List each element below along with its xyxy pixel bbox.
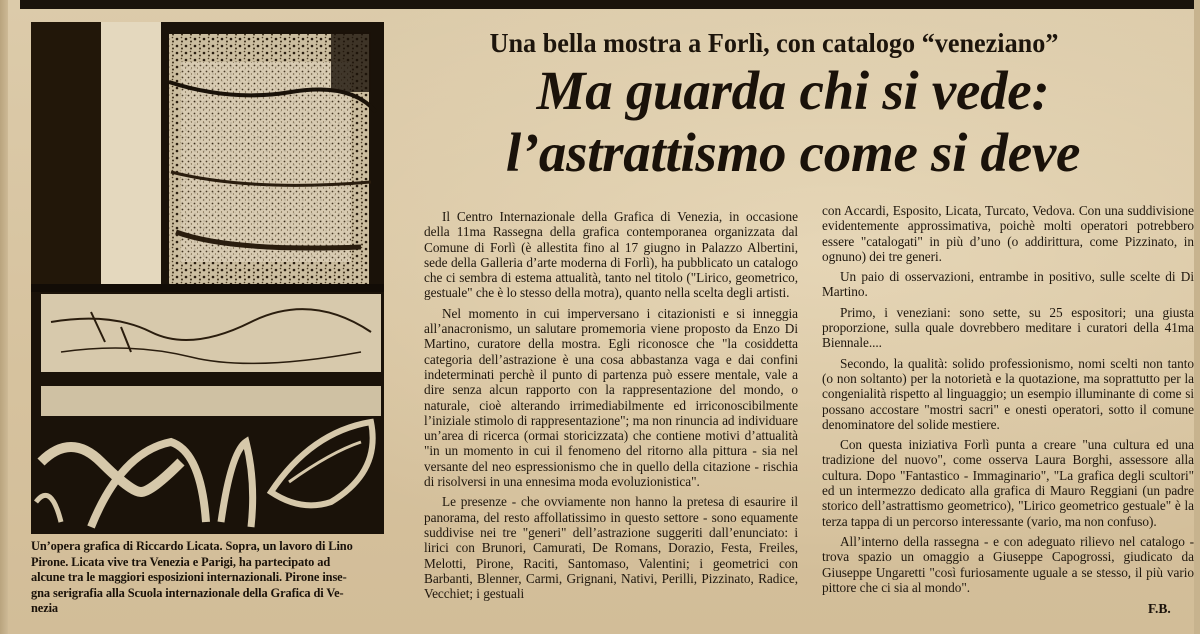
article-kicker: Una bella mostra a Forlì, con catalogo “veneziano” (489, 28, 1059, 58)
top-rule (20, 0, 1196, 9)
artwork-illustration (31, 22, 384, 534)
paragraph: All’interno della rassegna - e con adeguato rilievo nel catalogo - trova spazio un omaggio a Giuseppe Capogrossi, giudicato da Giuseppe Ungaretti "così furiosamente uguale a se stesso, il più vario pittore che ci sia al mondo". (822, 533, 1194, 595)
paragraph: Nel momento in cui imperversano i citazionisti e si inneggia all’anacronismo, un salutare promemoria viene proposto da Enzo Di Martino, curatore della mostra. Egli riconosce che "la cosiddetta categoria dell’astrazione è una cosa abbastanza vaga e dai confini indeterminati perchè il punto di partenza può essere mentale, vale a dire senza alcun rapporto con la rappresentazione del mondo, o naturale, cioè alterando irrimediabilmente ed irriconoscibilmente l’iniziale stimolo di rappresentazione"; ma non rinuncia ad individuare un’area di ricerca (ormai storicizzata) che contiene motivi d’attualità "in un momento in cui il fenomeno del ritorno alla pittura - sia nel versante del neo espressionismo che in quello della citazione - rischia di risolversi in una ennesima moda evoluzionistica". (424, 305, 798, 490)
article-column-1 (424, 209, 798, 601)
headline-line-2: l’astrattismo come si deve (505, 122, 1081, 183)
left-page-edge (0, 0, 8, 634)
right-page-edge (1194, 0, 1200, 634)
paragraph-continued: con Accardi, Esposito, Licata, Turcato, Vedova. Con una suddivisione evidentemente approssimativa, poichè molti operatori potrebbero essere "catalogati" in più d’uno (o addirittura, come Pizzinato, in ognuno) dei tre generi. (822, 203, 1194, 264)
artwork-photo (31, 22, 384, 534)
paragraph: Primo, i veneziani: sono sette, su 25 espositori; una giusta proporzione, sulla quale dovrebbero meditare i curatori della 41ma Biennale.... (822, 304, 1194, 351)
paragraph: Con questa iniziativa Forlì punta a creare "una cultura ed una tradizione del nuovo", come osserva Laura Borghi, assessore alla cultura. Dopo "Fantastico - Immaginario", "La grafica degli scultori" ed un intermezzo dedicato alla grafica di Mauro Reggiani (un padre storico dell’astrattismo geometrico), "Lirico geometrico gestuale" è la terza tappa di un percorso interessante (vario, ma non confuso). (822, 437, 1194, 529)
paragraph: Le presenze - che ovviamente non hanno la pretesa di esaurire il panorama, del resto affollatissimo in questo settore - sono equamente suddivise nei tre "generi" dell’astrazione suggeriti dall’enunciato: i lirici con Brunori, Camurati, De Romans, Dorazio, Festa, Freiles, Melotti, Pirone, Raciti, Santomaso, Valentini; i geometrici con Barbanti, Blenner, Carmi, Grignani, Nativi, Perilli, Pizzinato, Radice, Vecchiet; i gestuali (424, 494, 798, 602)
paragraph: Un paio di osservazioni, entrambe in positivo, sulle scelte di Di Martino. (822, 269, 1194, 300)
paragraph: Il Centro Internazionale della Grafica di Venezia, in occasione della 11ma Rassegna della grafica contemporanea organizzata dal Comune di Forlì (è allestita fino al 17 giugno in Palazzo Albertini, sede della Galleria d’arte moderna di Forlì), ha pubblicato un catalogo che ci sembra di estema attualità, tanto nel titolo ("Lirico, geometrico, gestuale" che è lo stesso della motra), quanto nella scelta degli artisti. (424, 209, 798, 301)
paragraph: Secondo, la qualità: solido professionismo, nomi scelti non tanto (o non soltanto) per la notorietà e la quotazione, ma soprattutto per la congenialità rispetto al linguaggio; un esempio illuminante di come si possano accostare "mostri sacri" e onesti operatori, sotto il comune denominatore del solide mestiere. (822, 355, 1194, 432)
article-headline (398, 60, 1188, 184)
article-column-2 (822, 203, 1194, 595)
author-signature: F.B. (1148, 601, 1171, 616)
photo-caption: Un’opera grafica di Riccardo Licata. Sopra, un lavoro di Lino Pirone. Licata vive tra Venezia e Parigi, ha partecipato ad alcune tra le maggiori esposizioni internazionali. Pirone inse- gna serigrafia alla Scuola internazionale della Grafica di Ve- nezia (31, 539, 353, 615)
headline-line-1: Ma guarda chi si vede: (536, 60, 1050, 121)
